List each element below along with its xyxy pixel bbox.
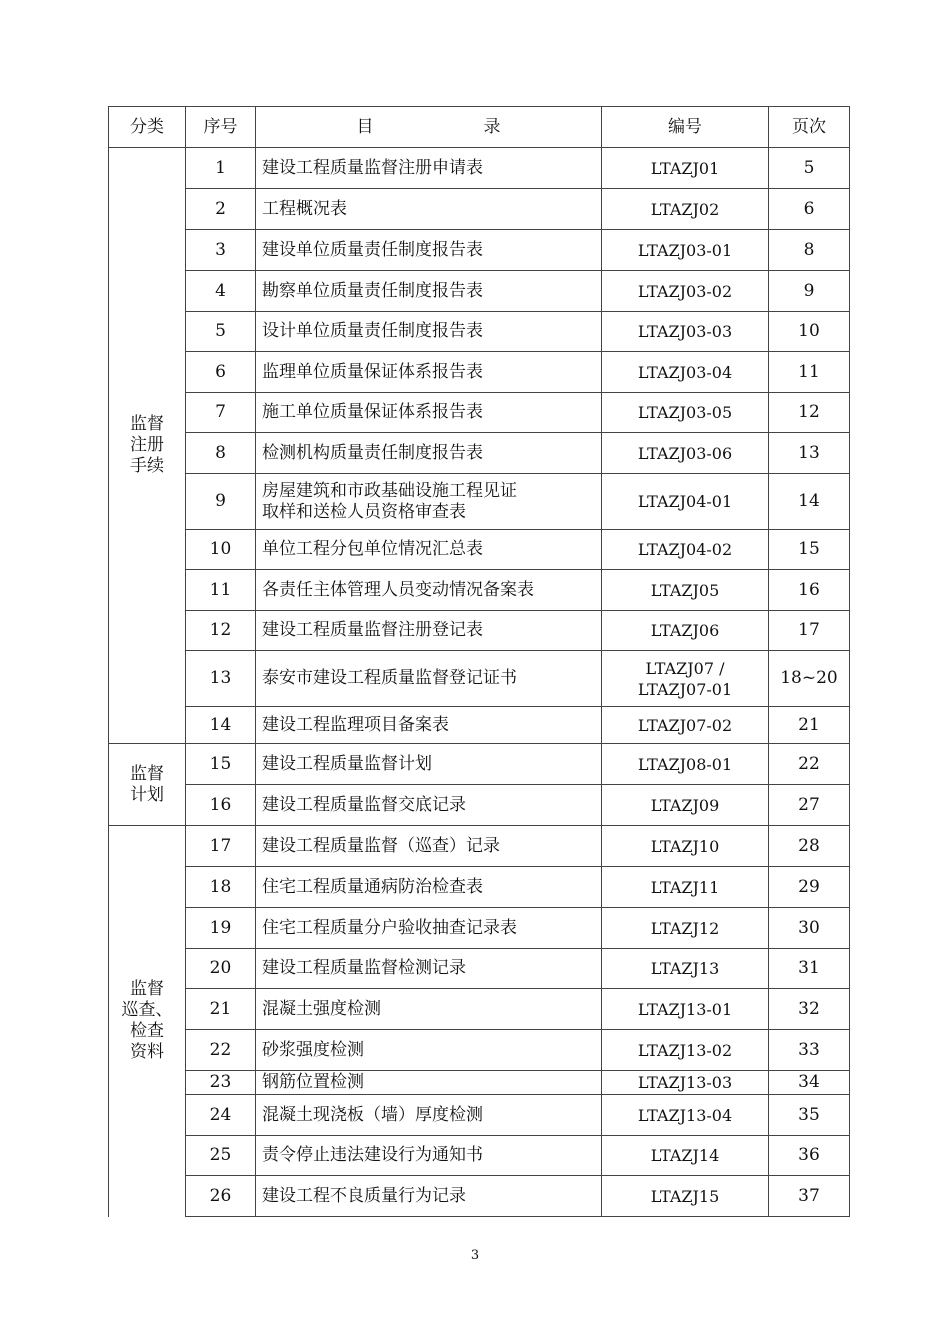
page-cell: 8 <box>769 230 850 271</box>
code-cell <box>602 651 769 707</box>
code-text: LTAZJ03-06 <box>637 443 733 463</box>
title-cell <box>256 312 602 352</box>
table-row <box>109 271 850 312</box>
title-text: 混凝土强度检测 <box>262 998 381 1019</box>
category-cell <box>109 826 186 1217</box>
code-text: LTAZJ04-01 <box>637 492 733 511</box>
code-cell <box>602 312 769 352</box>
seq-cell: 20 <box>186 949 256 989</box>
title-text: 建设工程不良质量行为记录 <box>262 1185 466 1206</box>
title-cell <box>256 530 602 570</box>
seq-cell: 8 <box>186 433 256 474</box>
title-cell <box>256 908 602 949</box>
seq-cell: 2 <box>186 189 256 230</box>
title-text: 砂浆强度检测 <box>262 1039 364 1060</box>
page-cell: 18~20 <box>769 651 850 707</box>
title-text: 责令停止违法建设行为通知书 <box>262 1145 483 1165</box>
title-text: 建设单位质量责任制度报告表 <box>262 239 483 260</box>
title-cell <box>256 651 602 707</box>
seq-cell: 9 <box>186 474 256 530</box>
table-row <box>109 826 850 867</box>
contents-table <box>108 106 850 1217</box>
code-cell <box>602 867 769 908</box>
seq-cell: 16 <box>186 785 256 826</box>
page-cell: 17 <box>769 611 850 651</box>
table-row <box>109 352 850 393</box>
seq-cell: 18 <box>186 867 256 908</box>
seq-cell: 11 <box>186 570 256 611</box>
page-cell: 22 <box>769 744 850 785</box>
table-row <box>109 949 850 989</box>
page-cell: 9 <box>769 271 850 312</box>
seq-cell: 22 <box>186 1030 256 1071</box>
code-text: LTAZJ07-02 <box>637 715 733 735</box>
page-cell: 32 <box>769 989 850 1030</box>
title-cell <box>256 867 602 908</box>
code-cell <box>602 352 769 393</box>
seq-cell: 19 <box>186 908 256 949</box>
code-text: LTAZJ06 <box>650 621 720 640</box>
code-cell <box>602 530 769 570</box>
category-label-line: 巡查、 <box>121 1000 173 1021</box>
code-cell <box>602 908 769 949</box>
code-cell <box>602 785 769 826</box>
seq-cell: 15 <box>186 744 256 785</box>
page-cell: 16 <box>769 570 850 611</box>
code-cell <box>602 433 769 474</box>
page-cell: 31 <box>769 949 850 989</box>
category-label-line: 检查 <box>130 1021 164 1042</box>
page-cell: 27 <box>769 785 850 826</box>
code-text: LTAZJ14 <box>650 1146 720 1165</box>
code-text: LTAZJ07 / <box>645 658 725 678</box>
code-cell <box>602 744 769 785</box>
table-header-row <box>109 107 850 148</box>
code-text: LTAZJ02 <box>650 199 720 219</box>
table-row <box>109 908 850 949</box>
header-seq: 序号 <box>186 107 256 148</box>
page-cell: 6 <box>769 189 850 230</box>
category-cell <box>109 148 186 744</box>
table-row <box>109 148 850 189</box>
title-cell <box>256 148 602 189</box>
title-text: 检测机构质量责任制度报告表 <box>262 442 483 463</box>
title-cell <box>256 1030 602 1071</box>
title-text: 设计单位质量责任制度报告表 <box>262 321 483 341</box>
title-text: 建设工程质量监督交底记录 <box>262 794 466 815</box>
code-cell <box>602 707 769 744</box>
code-cell <box>602 611 769 651</box>
title-text: 房屋建筑和市政基础设施工程见证 <box>262 480 517 501</box>
title-cell <box>256 271 602 312</box>
page-cell: 21 <box>769 707 850 744</box>
code-cell <box>602 1030 769 1071</box>
category-label-line: 监督 <box>130 979 164 1000</box>
seq-cell: 24 <box>186 1095 256 1136</box>
seq-cell: 4 <box>186 271 256 312</box>
title-cell <box>256 570 602 611</box>
table-row <box>109 230 850 271</box>
code-text: LTAZJ15 <box>650 1186 720 1206</box>
category-label-line: 注册 <box>130 435 164 455</box>
title-text: 建设工程质量监督计划 <box>262 753 432 774</box>
code-text: LTAZJ01 <box>650 158 720 178</box>
code-text: LTAZJ13-02 <box>637 1040 733 1060</box>
table-row <box>109 651 850 707</box>
title-cell <box>256 433 602 474</box>
table-row <box>109 867 850 908</box>
seq-cell: 12 <box>186 611 256 651</box>
category-label-line: 监督 <box>130 414 164 434</box>
code-text: LTAZJ04-02 <box>637 540 733 559</box>
code-cell <box>602 570 769 611</box>
seq-cell: 10 <box>186 530 256 570</box>
code-text: LTAZJ09 <box>650 795 720 815</box>
table-row <box>109 744 850 785</box>
code-cell <box>602 230 769 271</box>
page-cell: 28 <box>769 826 850 867</box>
table-row <box>109 570 850 611</box>
table-row <box>109 989 850 1030</box>
title-text-line2: 取样和送检人员资格审查表 <box>262 501 466 522</box>
page-cell: 12 <box>769 393 850 433</box>
title-cell <box>256 230 602 271</box>
header-category: 分类 <box>109 107 186 148</box>
code-text: LTAZJ13-04 <box>637 1105 733 1125</box>
seq-cell: 26 <box>186 1176 256 1217</box>
page-cell: 15 <box>769 530 850 570</box>
table-row <box>109 1071 850 1095</box>
table-row <box>109 474 850 530</box>
header-page: 页次 <box>769 107 850 148</box>
code-cell <box>602 949 769 989</box>
page-cell: 11 <box>769 352 850 393</box>
page-cell: 5 <box>769 148 850 189</box>
title-text: 单位工程分包单位情况汇总表 <box>262 539 483 559</box>
seq-cell: 13 <box>186 651 256 707</box>
title-text: 建设工程质量监督注册登记表 <box>262 620 483 640</box>
code-text: LTAZJ11 <box>650 877 720 897</box>
seq-cell: 21 <box>186 989 256 1030</box>
table-row <box>109 312 850 352</box>
seq-cell: 5 <box>186 312 256 352</box>
title-cell <box>256 707 602 744</box>
title-text: 施工单位质量保证体系报告表 <box>262 402 483 422</box>
title-cell <box>256 1095 602 1136</box>
title-cell <box>256 826 602 867</box>
code-cell <box>602 189 769 230</box>
table-row <box>109 530 850 570</box>
code-text: LTAZJ12 <box>650 918 720 938</box>
table-row <box>109 611 850 651</box>
page-cell: 33 <box>769 1030 850 1071</box>
title-text: 建设工程质量监督注册申请表 <box>262 157 483 178</box>
title-cell <box>256 1176 602 1217</box>
table-row <box>109 1030 850 1071</box>
title-text: 住宅工程质量通病防治检查表 <box>262 876 483 897</box>
page-cell: 37 <box>769 1176 850 1217</box>
page-cell: 29 <box>769 867 850 908</box>
code-cell <box>602 1095 769 1136</box>
category-label-line: 监督 <box>130 763 164 784</box>
code-cell <box>602 393 769 433</box>
title-text: 钢筋位置检测 <box>262 1072 364 1092</box>
table-row <box>109 1095 850 1136</box>
code-text: LTAZJ03-02 <box>637 281 733 301</box>
code-text: LTAZJ05 <box>650 580 720 600</box>
table-row <box>109 189 850 230</box>
table-row <box>109 1136 850 1176</box>
title-cell <box>256 352 602 393</box>
category-label-line: 计划 <box>130 784 164 805</box>
seq-cell: 25 <box>186 1136 256 1176</box>
header-code: 编号 <box>602 107 769 148</box>
code-text: LTAZJ10 <box>650 836 720 856</box>
code-cell <box>602 826 769 867</box>
code-text: LTAZJ03-01 <box>637 240 733 260</box>
code-text-line2: LTAZJ07-01 <box>637 679 733 699</box>
code-cell <box>602 1136 769 1176</box>
title-cell <box>256 1136 602 1176</box>
page-cell: 13 <box>769 433 850 474</box>
title-text: 住宅工程质量分户验收抽查记录表 <box>262 917 517 938</box>
seq-cell: 6 <box>186 352 256 393</box>
page-cell: 30 <box>769 908 850 949</box>
code-cell <box>602 148 769 189</box>
title-cell <box>256 989 602 1030</box>
title-cell <box>256 744 602 785</box>
category-label-line: 资料 <box>130 1042 164 1063</box>
title-cell <box>256 393 602 433</box>
category-cell <box>109 744 186 826</box>
code-text: LTAZJ03-04 <box>637 362 733 382</box>
page-cell: 14 <box>769 474 850 530</box>
title-cell <box>256 611 602 651</box>
table-row <box>109 393 850 433</box>
code-cell <box>602 271 769 312</box>
title-text: 工程概况表 <box>262 198 347 219</box>
code-cell <box>602 474 769 530</box>
table-row <box>109 785 850 826</box>
code-cell <box>602 989 769 1030</box>
header-title-right: 录 <box>483 116 501 137</box>
title-text: 建设工程监理项目备案表 <box>262 714 449 735</box>
page-cell: 10 <box>769 312 850 352</box>
page-cell: 34 <box>769 1071 850 1095</box>
seq-cell: 7 <box>186 393 256 433</box>
category-label-line: 手续 <box>130 456 164 476</box>
code-text: LTAZJ03-05 <box>637 403 733 422</box>
title-cell <box>256 949 602 989</box>
seq-cell: 1 <box>186 148 256 189</box>
seq-cell: 14 <box>186 707 256 744</box>
table-body <box>109 148 850 1217</box>
title-text: 监理单位质量保证体系报告表 <box>262 361 483 382</box>
header-title <box>256 107 602 148</box>
title-text: 混凝土现浇板（墙）厚度检测 <box>262 1104 483 1125</box>
title-text: 泰安市建设工程质量监督登记证书 <box>262 668 517 688</box>
seq-cell: 23 <box>186 1071 256 1095</box>
header-title-left: 目 <box>356 116 374 137</box>
title-text: 建设工程质量监督（巡查）记录 <box>262 835 500 856</box>
title-cell <box>256 1071 602 1095</box>
page-cell: 36 <box>769 1136 850 1176</box>
table-row <box>109 433 850 474</box>
code-text: LTAZJ13 <box>650 959 720 978</box>
seq-cell: 17 <box>186 826 256 867</box>
seq-cell: 3 <box>186 230 256 271</box>
page-number: 3 <box>470 1248 480 1263</box>
title-cell <box>256 474 602 530</box>
title-text: 各责任主体管理人员变动情况备案表 <box>262 579 534 600</box>
code-text: LTAZJ13-01 <box>637 999 733 1019</box>
title-cell <box>256 785 602 826</box>
table-row <box>109 1176 850 1217</box>
table-row <box>109 707 850 744</box>
title-text: 勘察单位质量责任制度报告表 <box>262 280 483 301</box>
code-text: LTAZJ03-03 <box>637 322 733 341</box>
code-cell <box>602 1071 769 1095</box>
code-text: LTAZJ13-03 <box>637 1073 733 1092</box>
code-cell <box>602 1176 769 1217</box>
title-text: 建设工程质量监督检测记录 <box>262 958 466 978</box>
code-text: LTAZJ08-01 <box>637 754 733 774</box>
title-cell <box>256 189 602 230</box>
page-cell: 35 <box>769 1095 850 1136</box>
